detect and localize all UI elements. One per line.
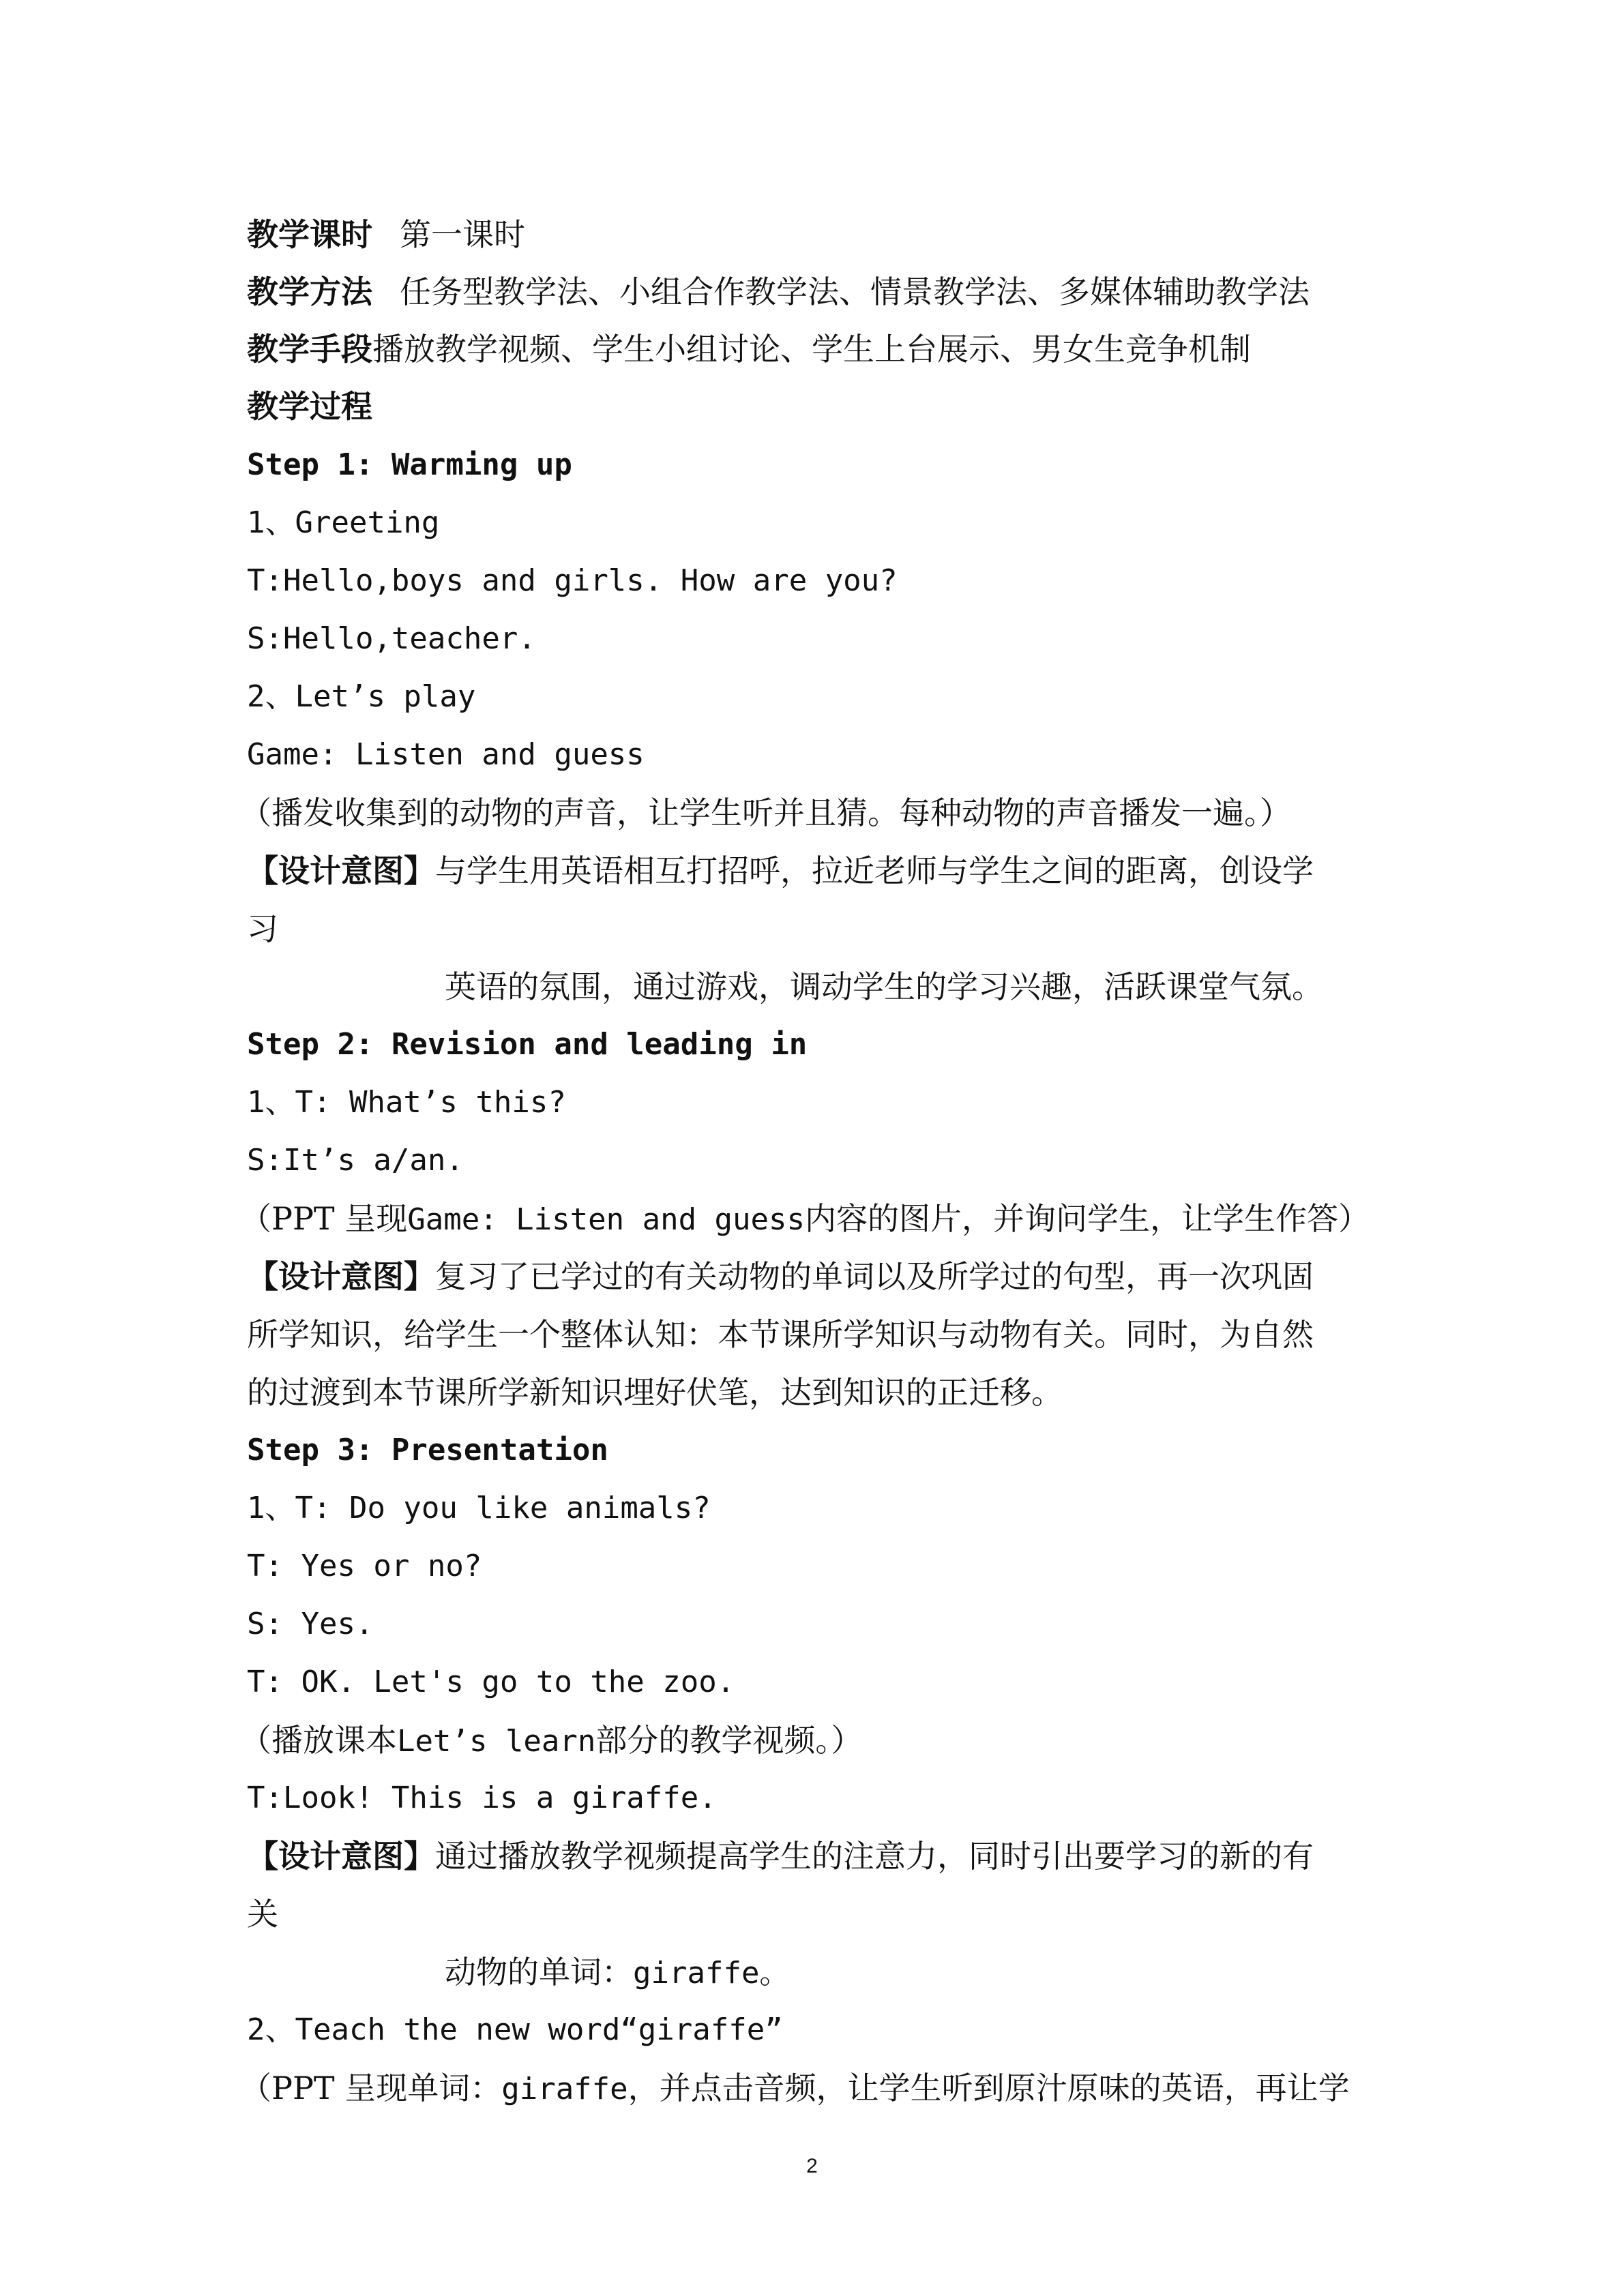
step2-intent-line-1 [247,1256,1314,1297]
step1-line-4: 2、Let’s play [247,679,476,714]
step3-intent-line-2: 关 [247,1896,278,1933]
step3-line-3: S: Yes. [247,1607,374,1641]
step1-line-2: T:Hello,boys and girls. How are you? [247,563,898,598]
means-line [247,329,1251,370]
step3-intent-text-3-b: giraffe。 [633,1956,790,1991]
step3-line-6: T:Look! This is a giraffe. [247,1780,717,1815]
page-number: 2 [806,2155,818,2177]
step2-title: Step 2: Revision and leading in [247,1027,808,1062]
step3-intent-text-3-a: 动物的单词： [445,1954,633,1991]
step2-line-3-c: 内容的图片，并询问学生，让学生作答） [805,1200,1370,1237]
step3-line-8-b: giraffe [501,2072,628,2106]
step2-line-3 [240,1198,1370,1240]
step3-intent-text-1: 通过播放教学视频提高学生的注意力，同时引出要学习的新的有 [435,1838,1314,1875]
method-label: 教学方法 [247,273,372,310]
step3-line-7: 2、Teach the new word“giraffe” [247,2012,783,2047]
step3-line-8 [240,2068,1350,2110]
step2-intent-line-3: 的过渡到本节课所学新知识埋好伏笔，达到知识的正迁移。 [247,1374,1063,1411]
step3-line-5 [240,1720,862,1762]
step3-line-4: T: OK. Let's go to the zoo. [247,1665,735,1699]
period-label: 教学课时 [247,216,372,253]
process-label: 教学过程 [247,388,372,425]
step2-line-1: 1、T: What’s this? [247,1085,566,1120]
step3-line-5-b: Let’s learn [397,1724,596,1759]
step1-intent-line-2: 习 [247,910,278,947]
step3-intent-line-3 [445,1952,789,1994]
step2-line-3-a: （PPT 呈现 [240,1200,408,1237]
means-label: 教学手段 [247,331,372,368]
step1-line-3: S:Hello,teacher. [247,621,536,656]
step2-line-2: S:It’s a/an. [247,1143,464,1178]
step3-line-2: T: Yes or no? [247,1549,482,1583]
step3-intent-label: 【设计意图】 [247,1838,435,1875]
step2-intent-label: 【设计意图】 [247,1258,435,1295]
step1-title: Step 1: Warming up [247,447,572,482]
step1-line-5: Game: Listen and guess [247,737,645,772]
step2-line-3-b: Game: Listen and guess [407,1202,806,1237]
step1-line-6: （播发收集到的动物的声音，让学生听并且猜。每种动物的声音播发一遍。） [240,794,1291,831]
step3-title: Step 3: Presentation [247,1433,608,1467]
step3-line-5-a: （播放课本 [240,1722,397,1759]
step3-line-8-a: （PPT 呈现单词： [240,2070,502,2106]
step2-intent-line-2: 所学知识，给学生一个整体认知：本节课所学知识与动物有关。同时，为自然 [247,1316,1314,1353]
method-value: 任务型教学法、小组合作教学法、情景教学法、多媒体辅助教学法 [400,273,1310,310]
step3-line-5-c: 部分的教学视频。） [595,1722,863,1759]
step2-intent-text-1: 复习了已学过的有关动物的单词以及所学过的句型，再一次巩固 [435,1258,1314,1295]
step3-intent-line-1 [247,1836,1314,1877]
step1-intent-line-3: 英语的氛围，通过游戏，调动学生的学习兴趣，活跃课堂气氛。 [445,968,1323,1005]
period-value: 第一课时 [400,216,525,253]
period-line [247,214,525,255]
step1-intent-text-1: 与学生用英语相互打招呼，拉近老师与学生之间的距离，创设学 [435,852,1314,889]
step1-line-1: 1、Greeting [247,505,440,540]
method-line [247,271,1310,312]
means-value: 播放教学视频、学生小组讨论、学生上台展示、男女生竞争机制 [372,331,1251,368]
process-heading [247,386,372,427]
step1-intent-label: 【设计意图】 [247,852,435,889]
step1-intent-line-1 [247,850,1314,891]
step3-line-1: 1、T: Do you like animals? [247,1491,711,1525]
step3-line-8-c: ，并点击音频，让学生听到原汁原味的英语，再让学 [628,2070,1350,2106]
